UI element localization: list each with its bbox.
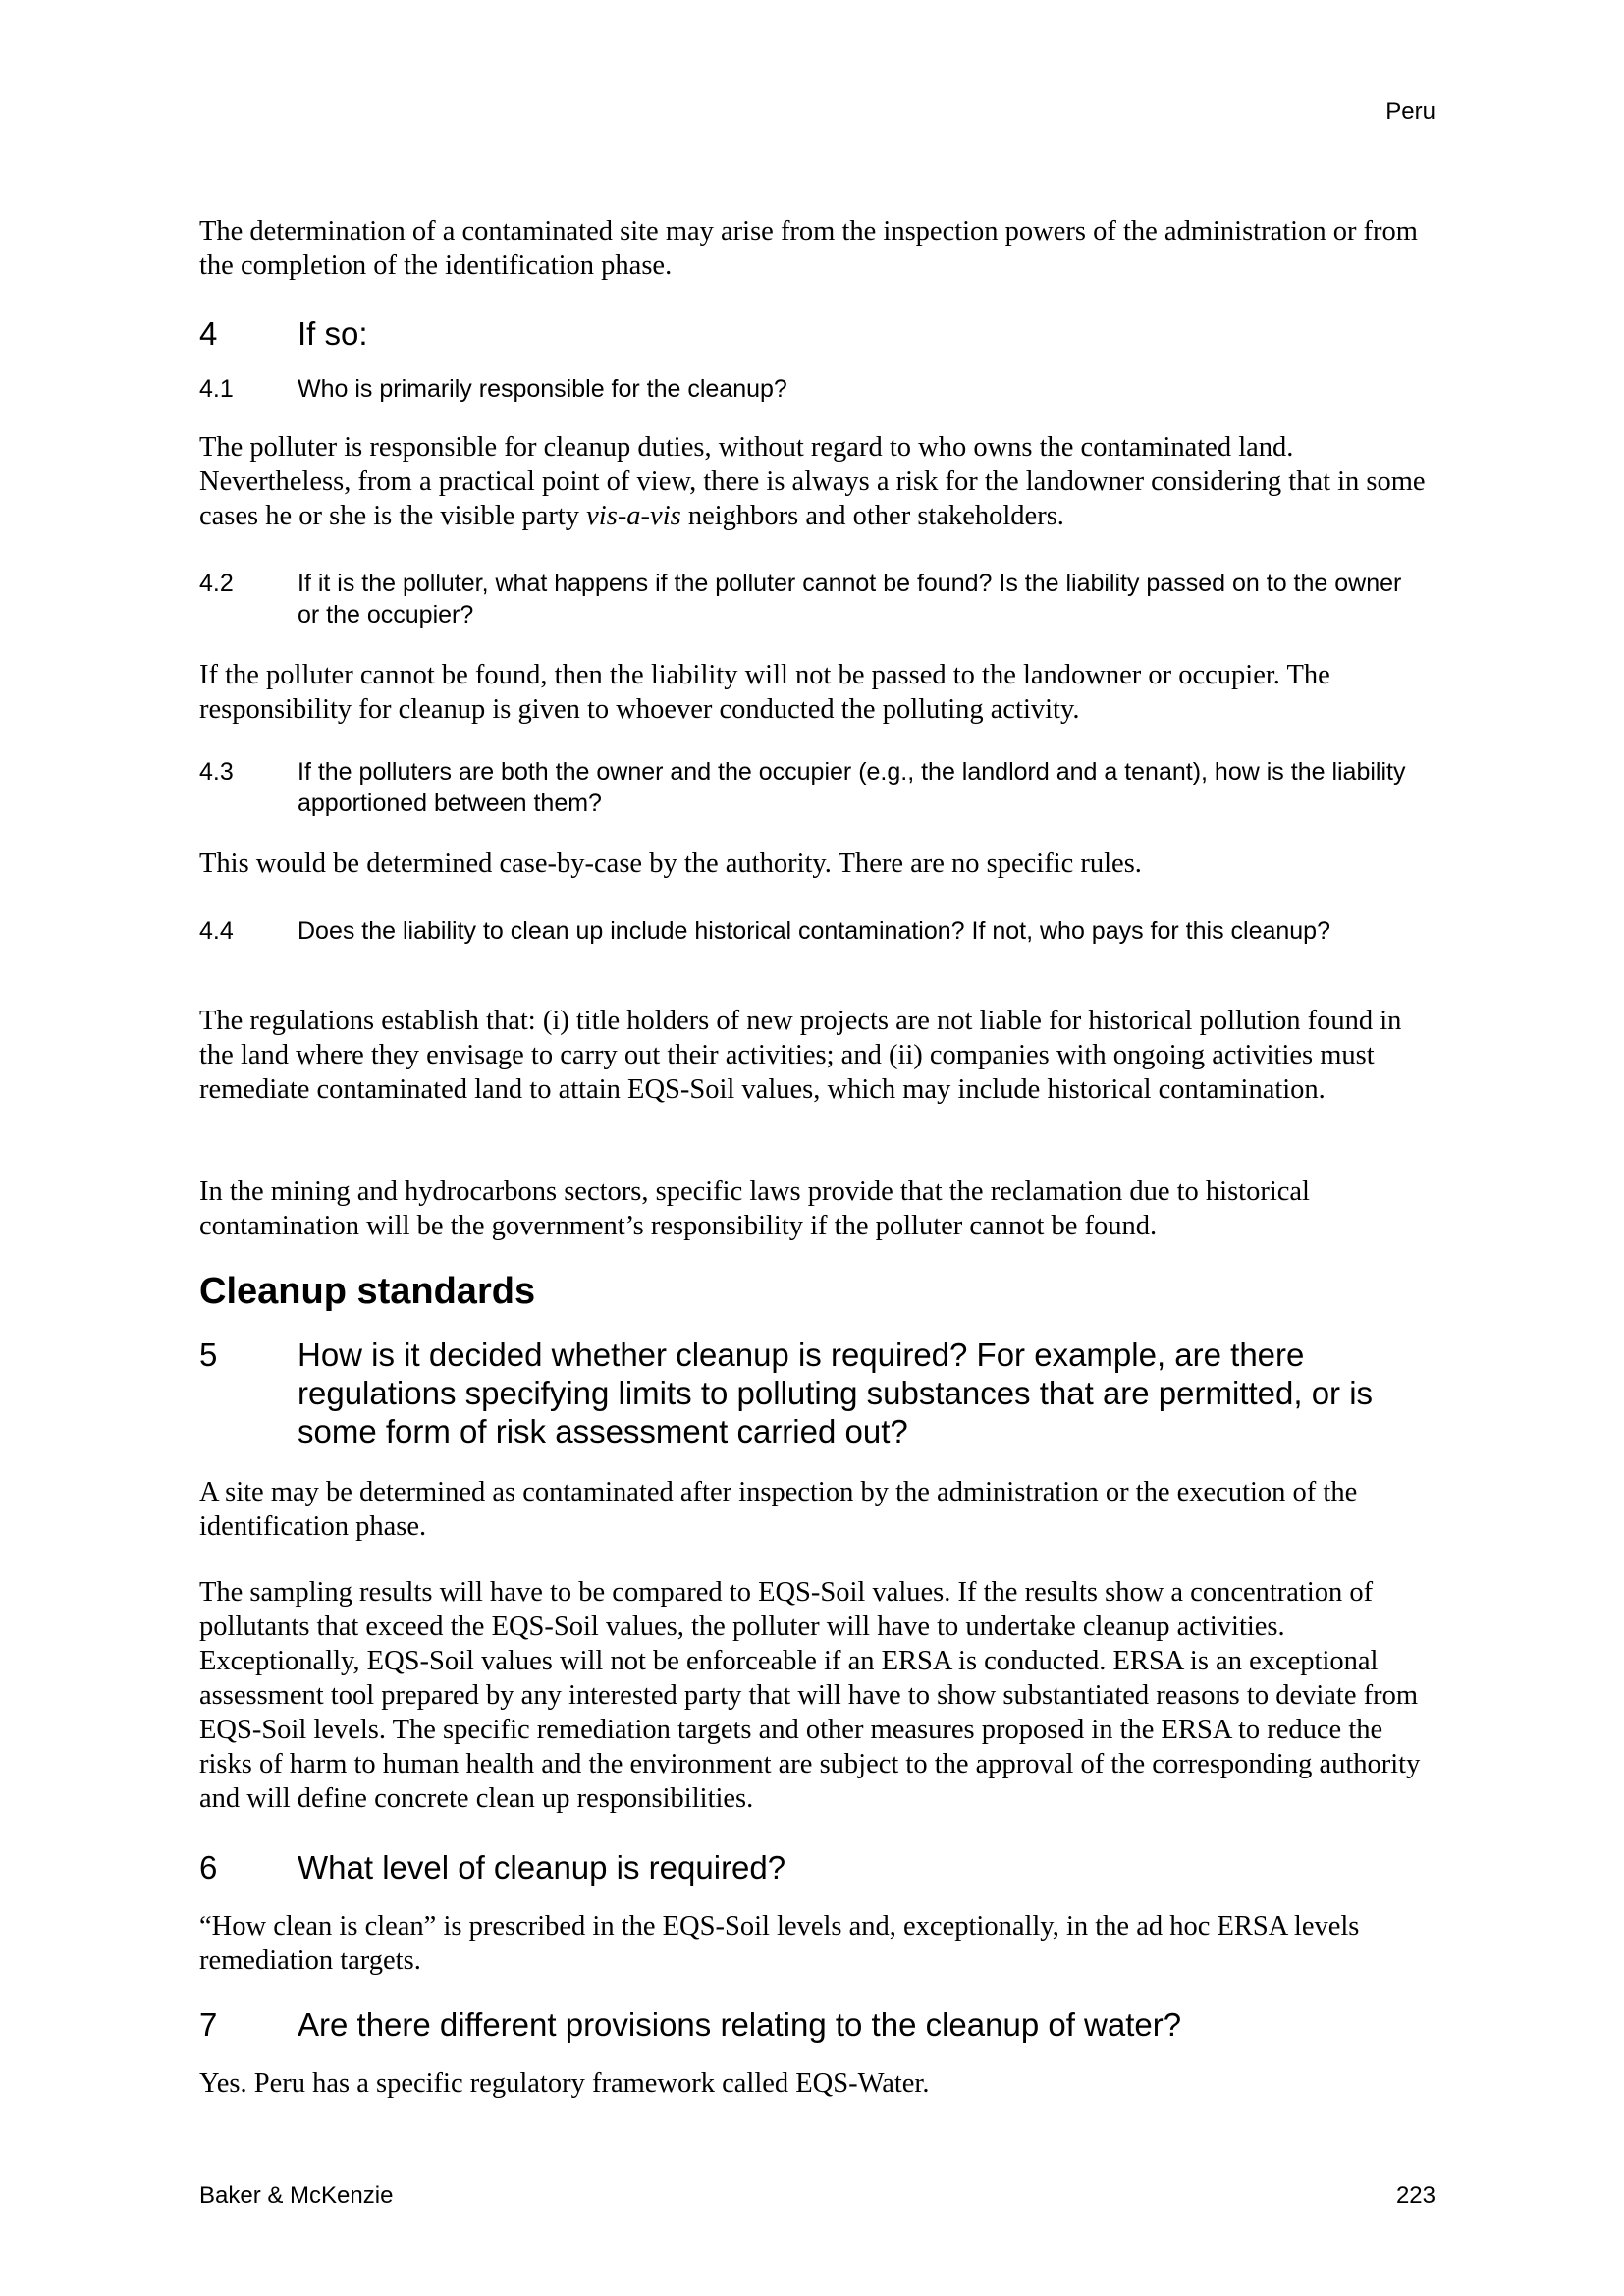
answer-4-4-paragraph-1: The regulations establish that: (i) title holders of new projects are not liable for historical pollution found in the land where they envisage to carry out their activities; and (ii) companies with ongoing activities must remediate contaminated land to attain EQS-Soil values, which may include historical contamination. — [199, 1006, 1402, 1105]
answer-4-1 — [199, 430, 1438, 533]
question-4-4-number: 4.4 — [199, 917, 234, 945]
question-4-1-number: 4.1 — [199, 375, 234, 403]
running-head: Peru — [1385, 98, 1435, 125]
answer-5-paragraph-1: A site may be determined as contaminated after inspection by the administration or the execution of the identification phase. — [199, 1477, 1358, 1542]
question-4-3-number: 4.3 — [199, 758, 234, 786]
answer-7: Yes. Peru has a specific regulatory framework called EQS-Water. — [199, 2068, 930, 2099]
answer-4-1-part2: neighbors and other stakeholders. — [680, 501, 1064, 531]
answer-4-4-paragraph-2: In the mining and hydrocarbons sectors, specific laws provide that the reclamation due to historical contamination will be the government’s responsibility if the polluter cannot be found. — [199, 1176, 1310, 1241]
answer-5-paragraph-2: The sampling results will have to be compared to EQS-Soil values. If the results show a concentration of pollutants that exceed the EQS-Soil values, the polluter will have to undertake cleanup activities. Exceptionally, EQS-Soil values will not be enforceable if an ERSA is conducted. ERSA is an exceptional assessment tool prepared by any interested party that will have to show substantiated reasons to deviate from EQS-Soil levels. The specific remediation targets and other measures proposed in the ERSA to reduce the risks of harm to human health and the environment are subject to the approval of the corresponding authority and will define concrete clean up responsibilities. — [199, 1577, 1421, 1814]
question-4-2-number: 4.2 — [199, 570, 234, 597]
question-6-text: What level of cleanup is required? — [298, 1849, 786, 1886]
answer-4-1-italic: vis-a-vis — [586, 501, 681, 531]
intro-paragraph: The determination of a contaminated site may arise from the inspection powers of the administration or from the completion of the identification phase. — [199, 216, 1418, 281]
answer-4-1-part1: The polluter is responsible for cleanup duties, without regard to who owns the contaminated land. Nevertheless, from a practical point of view, there is always a risk for the landowner considering that in some cases he or she is the visible party — [199, 432, 1426, 531]
answer-4-2: If the polluter cannot be found, then the liability will not be passed to the landowner or occupier. The responsibility for cleanup is given to whoever conducted the polluting activity. — [199, 660, 1330, 725]
question-5-text: How is it decided whether cleanup is required? For example, are there regulations specifying limits to polluting substances that are permitted, or is some form of risk assessment carried out? — [298, 1337, 1374, 1449]
question-4-2-text: If it is the polluter, what happens if the polluter cannot be found? Is the liability passed on to the owner or the occupier? — [298, 570, 1402, 629]
section-4-number: 4 — [199, 315, 218, 352]
answer-6: “How clean is clean” is prescribed in the EQS-Soil levels and, exceptionally, in the ad hoc ERSA levels remediation targets. — [199, 1911, 1360, 1976]
footer-page-number: 223 — [1395, 2182, 1435, 2209]
section-heading-cleanup-standards: Cleanup standards — [199, 1271, 536, 1312]
question-5-number: 5 — [199, 1337, 218, 1373]
question-4-1-text: Who is primarily responsible for the cleanup? — [298, 375, 787, 403]
answer-4-3: This would be determined case-by-case by the authority. There are no specific rules. — [199, 848, 1142, 879]
question-7-text: Are there different provisions relating to the cleanup of water? — [298, 2006, 1182, 2043]
question-4-3-text: If the polluters are both the owner and the occupier (e.g., the landlord and a tenant), how is the liability apportioned between them? — [298, 758, 1406, 817]
question-6-number: 6 — [199, 1849, 218, 1886]
section-4-title: If so: — [298, 315, 368, 352]
question-4-4-text: Does the liability to clean up include historical contamination? If not, who pays for this cleanup? — [298, 917, 1330, 945]
question-7-number: 7 — [199, 2006, 218, 2043]
footer-publisher: Baker & McKenzie — [199, 2182, 394, 2209]
